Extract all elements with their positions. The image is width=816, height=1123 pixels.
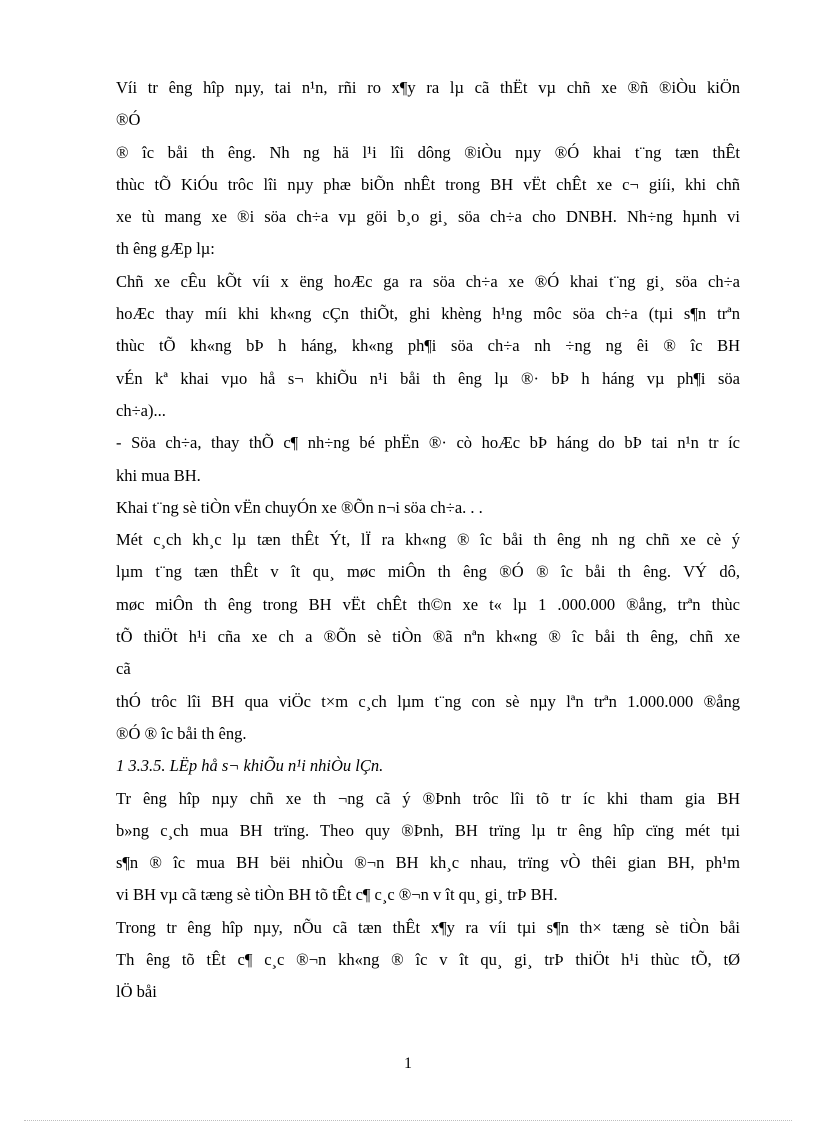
text-line: s¶n ® îc mua BH bëi nhiÒu ®¬n BH kh¸c nhau, trïng vÒ thêi gian BH, ph¹m <box>116 853 740 873</box>
text-line: thÓ trôc lîi BH qua viÖc t×m c¸ch lµm t¨ng con sè nµy lªn trªn 1.000.000 ®ång <box>116 691 740 711</box>
text-line: cã <box>116 659 131 679</box>
text-line: - Söa ch÷a, thay thÕ c¶ nh÷ng bé phËn ®· cò hoÆc bÞ háng do bÞ tai n¹n tr íc <box>116 433 740 453</box>
text-line: th êng gÆp lµ: <box>116 239 215 259</box>
text-line: khi mua BH. <box>116 465 201 485</box>
footer-rule <box>24 1120 792 1121</box>
text-line: ® îc båi th êng. Nh ng hä l¹i lîi dông ®iÒu nµy ®Ó khai t¨ng tæn thÊt <box>116 142 740 162</box>
text-line: Th êng tõ tÊt c¶ c¸c ®¬n kh«ng ® îc v ît qu¸ gi¸ trÞ thiÖt h¹i thùc tÕ, tØ <box>116 950 740 970</box>
text-line: b»ng c¸ch mua BH trïng. Theo quy ®Þnh, BH trïng lµ tr êng hîp cïng mét tµi <box>116 820 740 840</box>
text-line: Trong tr êng hîp nµy, nÕu cã tæn thÊt x¶y ra víi tµi s¶n th× tæng sè tiÒn båi <box>116 917 740 937</box>
text-line: Tr êng hîp nµy chñ xe th ¬ng cã ý ®Þnh trôc lîi tõ tr íc khi tham gia BH <box>116 788 740 808</box>
text-line: lÖ båi <box>116 982 157 1002</box>
section-heading: 1 3.3.5. LËp hå s¬ khiÕu n¹i nhiÒu lÇn. <box>116 756 384 776</box>
text-line: møc miÔn th êng trong BH vËt chÊt th©n xe t« lµ 1 .000.000 ®ång, trªn thùc <box>116 594 740 614</box>
text-line: hoÆc thay míi khi kh«ng cÇn thiÕt, ghi khèng h¹ng môc söa ch÷a (tµi s¶n trªn <box>116 304 740 324</box>
text-line: tÕ thiÖt h¹i cña xe ch a ®Õn sè tiÒn ®ã nªn kh«ng ® îc båi th êng, chñ xe <box>116 627 740 647</box>
body-text <box>116 72 740 1009</box>
text-line: Víi tr êng hîp nµy, tai n¹n, rñi ro x¶y ra lµ cã thËt vµ chñ xe ®ñ ®iÒu kiÖn <box>116 78 740 97</box>
text-line: ch÷a)... <box>116 400 166 420</box>
text-line: lµm t¨ng tæn thÊt v ît qu¸ møc miÔn th êng ®Ó ® îc båi th êng. VÝ dô, <box>116 562 740 582</box>
text-line: vÉn kª khai vµo hå s¬ khiÕu n¹i båi th êng lµ ®· bÞ h háng vµ ph¶i söa <box>116 368 740 388</box>
text-line: thùc tÕ kh«ng bÞ h háng, kh«ng ph¶i söa ch÷a nh ÷ng ng êi ® îc BH <box>116 336 740 356</box>
text-line: Mét c¸ch kh¸c lµ tæn thÊt Ýt, lÏ ra kh«ng ® îc båi th êng nh ng chñ xe cè ý <box>116 530 740 550</box>
text-line: thùc tÕ KiÓu trôc lîi nµy phæ biÕn nhÊt trong BH vËt chÊt xe c¬ giíi, khi chñ <box>116 174 740 194</box>
text-line: Chñ xe cÊu kÕt víi x ëng hoÆc ga ra söa ch÷a xe ®Ó khai t¨ng gi¸ söa ch÷a <box>116 271 740 291</box>
text-line: ®Ó <box>116 110 141 130</box>
text-line: vi BH vµ cã tæng sè tiÒn BH tõ tÊt c¶ c¸c ®¬n v ît qu¸ gi¸ trÞ BH. <box>116 885 558 905</box>
text-line: xe tù mang xe ®i söa ch÷a vµ göi b¸o gi¸ söa ch÷a cho DNBH. Nh÷ng hµnh vi <box>116 207 740 227</box>
text-line: Khai t¨ng sè tiÒn vËn chuyÓn xe ®Õn n¬i söa ch÷a. . . <box>116 497 483 517</box>
text-line: ®Ó ® îc båi th êng. <box>116 723 247 743</box>
page-number: 1 <box>404 1055 412 1072</box>
